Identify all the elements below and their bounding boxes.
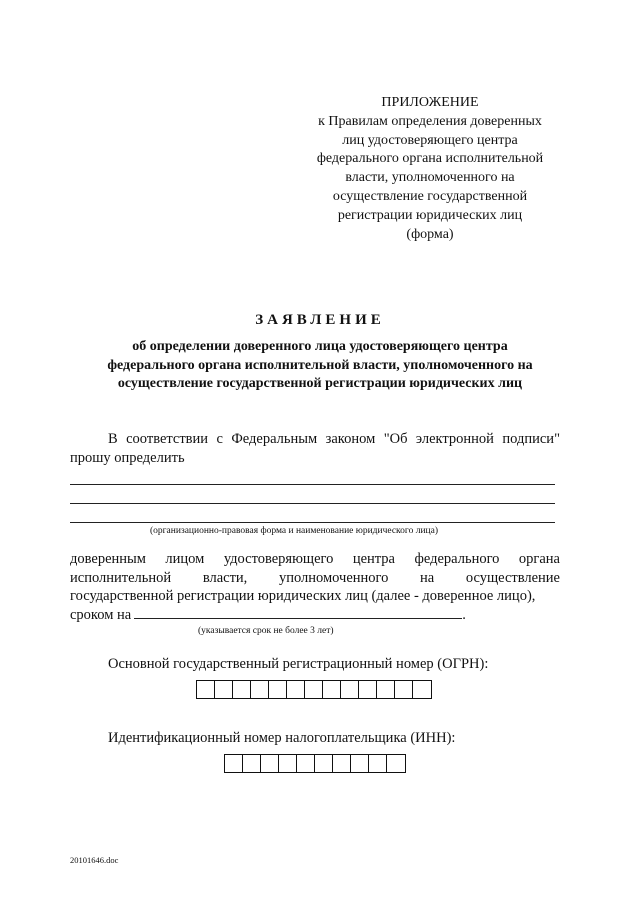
trustee-paragraph bbox=[70, 550, 560, 624]
term-end: . bbox=[462, 606, 466, 623]
inn-cell[interactable] bbox=[315, 755, 333, 772]
inn-input-cells[interactable] bbox=[224, 754, 406, 773]
org-name-field-line-1[interactable] bbox=[70, 484, 555, 485]
inn-cell[interactable] bbox=[261, 755, 279, 772]
subtitle-line: осуществление государственной регистрации юридических лиц bbox=[117, 376, 523, 391]
inn-cell[interactable] bbox=[369, 755, 387, 772]
org-name-caption: (организационно-правовая форма и наименование юридического лица) bbox=[150, 526, 439, 536]
ogrn-cell[interactable] bbox=[197, 681, 215, 698]
appendix-line: (форма) bbox=[406, 226, 454, 242]
subtitle-line: об определении доверенного лица удостоверяющего центра bbox=[132, 339, 508, 354]
term-caption: (указывается срок не более 3 лет) bbox=[198, 626, 334, 636]
appendix-header bbox=[300, 94, 560, 244]
inn-cell[interactable] bbox=[333, 755, 351, 772]
inn-cell[interactable] bbox=[387, 755, 405, 772]
term-field[interactable] bbox=[134, 606, 462, 619]
inn-cell[interactable] bbox=[279, 755, 297, 772]
ogrn-cell[interactable] bbox=[251, 681, 269, 698]
trustee-line: доверенным лицом удостоверяющего центра федерального органа bbox=[70, 551, 560, 567]
ogrn-cell[interactable] bbox=[287, 681, 305, 698]
ogrn-cell[interactable] bbox=[269, 681, 287, 698]
ogrn-cell[interactable] bbox=[341, 681, 359, 698]
appendix-line: осуществление государственной bbox=[332, 188, 528, 204]
inn-label: Идентификационный номер налогоплательщика (ИНН): bbox=[108, 730, 456, 746]
ogrn-cell[interactable] bbox=[413, 681, 431, 698]
file-name: 20101646.doc bbox=[70, 855, 119, 865]
document-title: ЗАЯВЛЕНИЕ bbox=[255, 312, 385, 328]
term-row bbox=[70, 606, 560, 625]
inn-cell[interactable] bbox=[297, 755, 315, 772]
appendix-line: ПРИЛОЖЕНИЕ bbox=[381, 95, 479, 110]
inn-cell[interactable] bbox=[351, 755, 369, 772]
trustee-line: государственной регистрации юридических лиц (далее - доверенное лицо), bbox=[70, 588, 536, 604]
trustee-line: исполнительной власти, уполномоченного на осуществление bbox=[70, 569, 560, 586]
appendix-line: регистрации юридических лиц bbox=[337, 207, 523, 223]
inn-cell[interactable] bbox=[225, 755, 243, 772]
ogrn-cell[interactable] bbox=[305, 681, 323, 698]
document-subtitle bbox=[70, 338, 570, 394]
ogrn-cell[interactable] bbox=[377, 681, 395, 698]
appendix-line: к Правилам определения доверенных bbox=[318, 113, 542, 129]
ogrn-cell[interactable] bbox=[359, 681, 377, 698]
ogrn-label: Основной государственный регистрационный номер (ОГРН): bbox=[108, 656, 489, 672]
ogrn-cell[interactable] bbox=[233, 681, 251, 698]
subtitle-line: федерального органа исполнительной власти, уполномоченного на bbox=[107, 357, 533, 373]
ogrn-cell[interactable] bbox=[323, 681, 341, 698]
ogrn-cell[interactable] bbox=[395, 681, 413, 698]
appendix-line: лиц удостоверяющего центра bbox=[342, 132, 518, 148]
appendix-line: власти, уполномоченного на bbox=[345, 170, 515, 186]
ogrn-cell[interactable] bbox=[215, 681, 233, 698]
ogrn-input-cells[interactable] bbox=[196, 680, 432, 699]
intro-paragraph bbox=[70, 430, 560, 467]
intro-text: В соответствии с Федеральным законом "Об электронной подписи" прошу определить bbox=[70, 431, 560, 466]
org-name-field-line-3[interactable] bbox=[70, 522, 555, 523]
appendix-line: федерального органа исполнительной bbox=[316, 151, 544, 167]
org-name-field-line-2[interactable] bbox=[70, 503, 555, 504]
inn-cell[interactable] bbox=[243, 755, 261, 772]
term-label: сроком на bbox=[70, 606, 132, 623]
